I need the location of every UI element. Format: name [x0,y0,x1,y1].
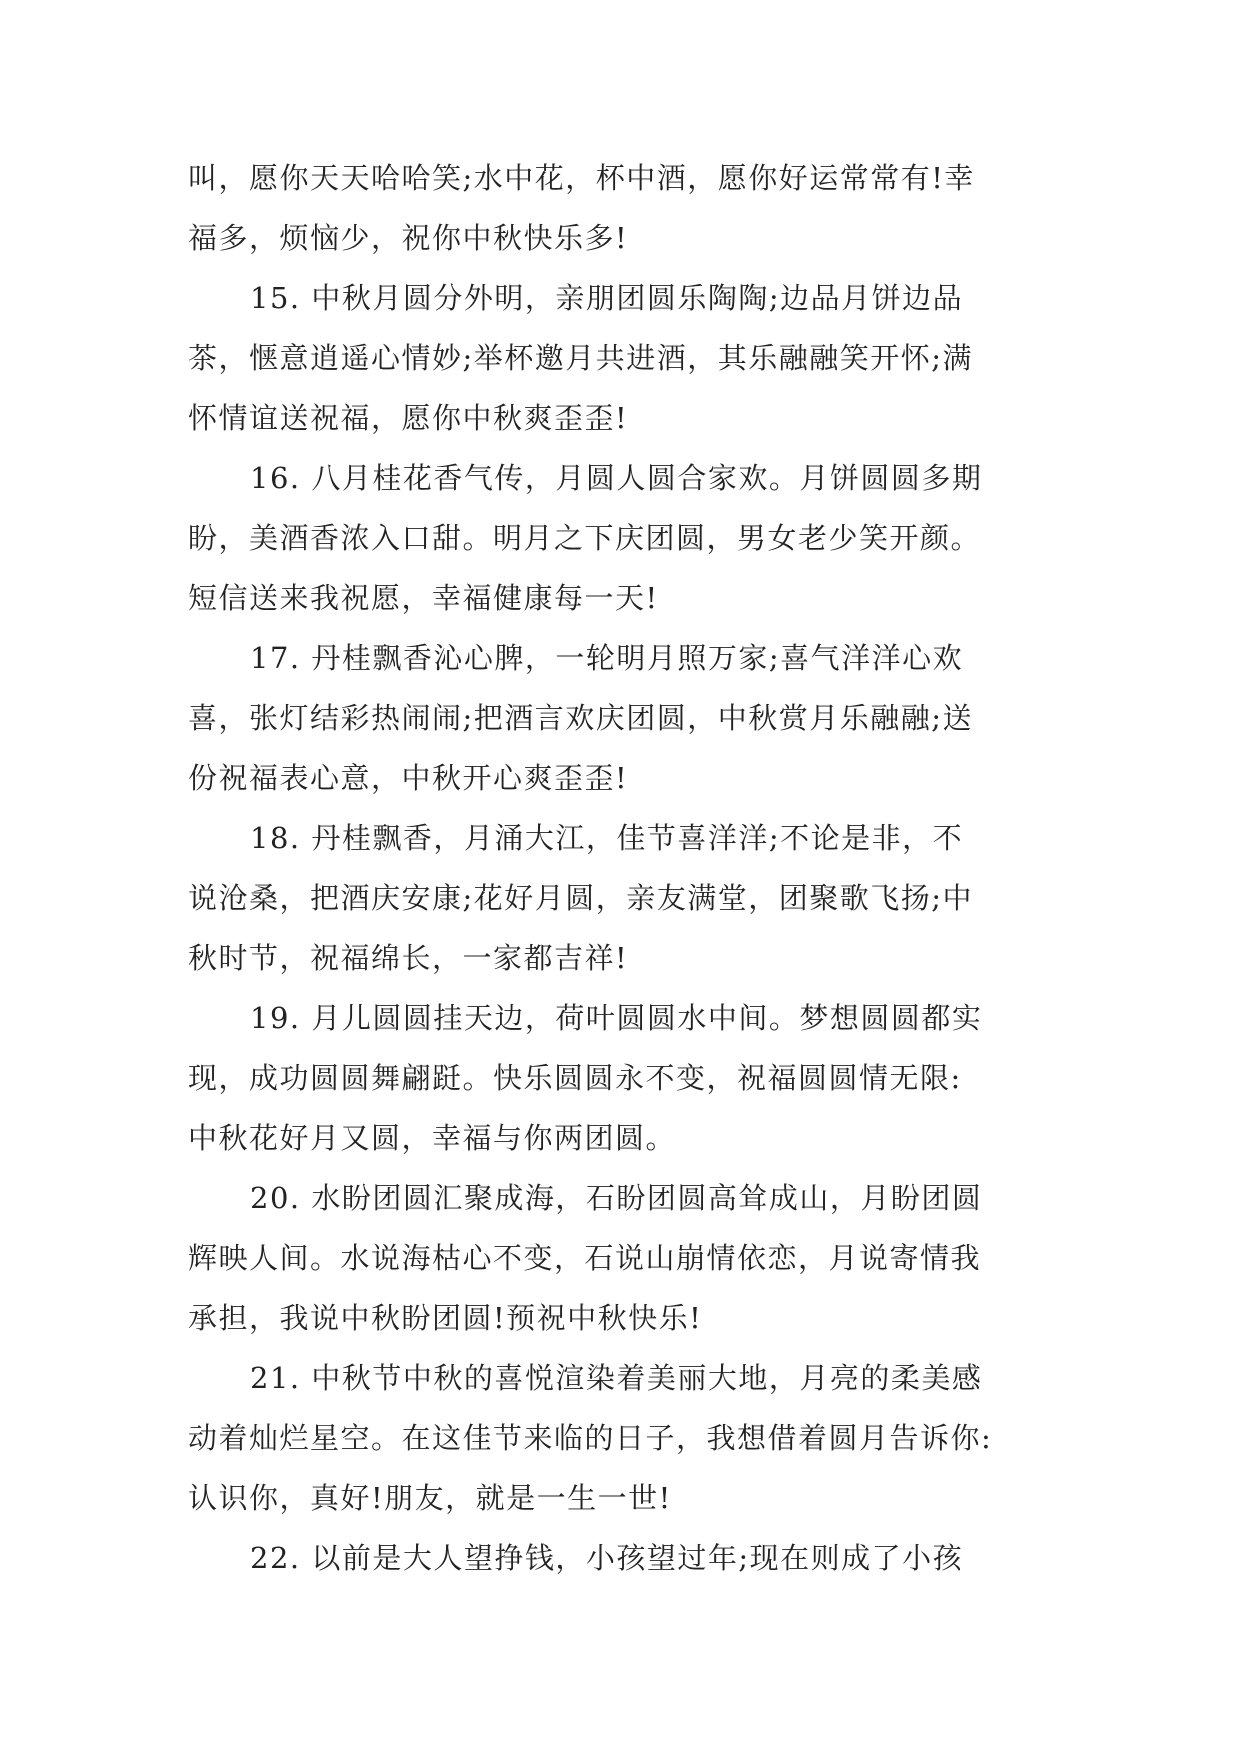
text-line: 茶，惬意逍遥心情妙;举杯邀月共进酒，其乐融融笑开怀;满 [188,341,974,375]
text-line: 中秋花好月又圆，幸福与你两团圆。 [188,1121,677,1155]
text-line: 盼，美酒香浓入口甜。明月之下庆团圆，男女老少笑开颜。 [188,521,982,555]
text-line: 16. 八月桂花香气传，月圆人圆合家欢。月饼圆圆多期 [250,461,983,495]
paragraph-22 [188,1528,1048,1588]
text-line: 短信送来我祝愿，幸福健康每一天! [188,581,659,615]
text-line: 说沧桑，把酒庆安康;花好月圆，亲友满堂，团聚歌飞扬;中 [188,881,974,915]
paragraph-19 [188,988,1048,1168]
text-line: 承担，我说中秋盼团圆!预祝中秋快乐! [188,1301,703,1335]
text-line: 认识你，真好!朋友，就是一生一世! [188,1481,672,1515]
text-line: 现，成功圆圆舞翩跹。快乐圆圆永不变，祝福圆圆情无限: [188,1061,962,1095]
text-line: 叫，愿你天天哈哈笑;水中花，杯中酒，愿你好运常常有!幸 [188,161,975,195]
text-line: 福多，烦恼少，祝你中秋快乐多! [188,221,629,255]
paragraph-20 [188,1168,1048,1348]
text-line: 18. 丹桂飘香，月涌大江，佳节喜洋洋;不论是非，不 [250,821,964,855]
text-line: 喜，张灯结彩热闹闹;把酒言欢庆团圆，中秋赏月乐融融;送 [188,701,974,735]
text-line: 怀情谊送祝福，愿你中秋爽歪歪! [188,401,629,435]
paragraph-16 [188,448,1048,628]
text-line: 份祝福表心意，中秋开心爽歪歪! [188,761,629,795]
paragraph-18 [188,808,1048,988]
paragraph-continued [188,148,1048,268]
text-line: 15. 中秋月圆分外明，亲朋团圆乐陶陶;边品月饼边品 [250,281,964,315]
text-line: 动着灿烂星空。在这佳节来临的日子，我想借着圆月告诉你: [188,1421,993,1455]
text-line: 19. 月儿圆圆挂天边，荷叶圆圆水中间。梦想圆圆都实 [250,1001,983,1035]
document-page [188,148,1048,1588]
paragraph-15 [188,268,1048,448]
text-line: 21. 中秋节中秋的喜悦渲染着美丽大地，月亮的柔美感 [250,1361,983,1395]
text-line: 17. 丹桂飘香沁心脾，一轮明月照万家;喜气洋洋心欢 [250,641,964,675]
text-line: 辉映人间。水说海枯心不变，石说山崩情依恋，月说寄情我 [188,1241,982,1275]
paragraph-21 [188,1348,1048,1528]
paragraph-17 [188,628,1048,808]
text-line: 秋时节，祝福绵长，一家都吉祥! [188,941,629,975]
text-line: 20. 水盼团圆汇聚成海，石盼团圆高耸成山，月盼团圆 [250,1181,983,1215]
text-line: 22. 以前是大人望挣钱，小孩望过年;现在则成了小孩 [250,1541,964,1575]
